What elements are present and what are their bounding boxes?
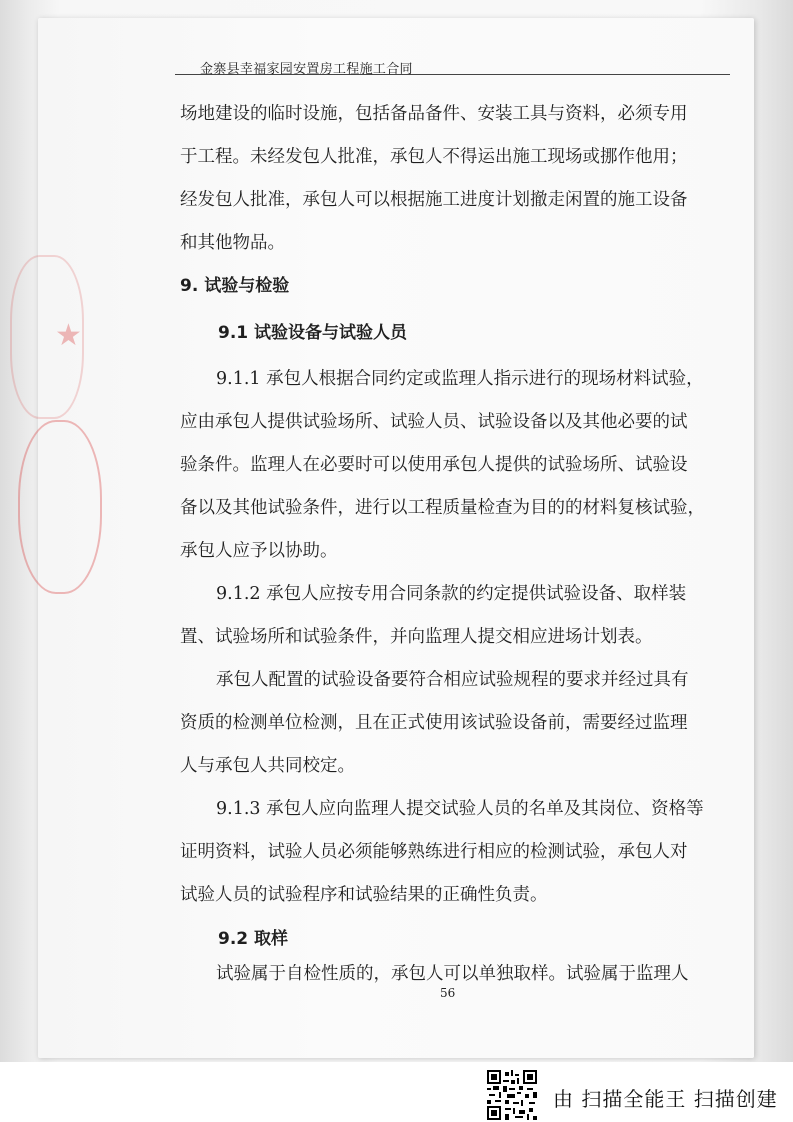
text-line: 应由承包人提供试验场所、试验人员、试验设备以及其他必要的试 (180, 412, 688, 432)
text-line: 于工程。未经发包人批准，承包人不得运出施工现场或挪作他用； (180, 147, 688, 167)
qr-code-icon (487, 1070, 537, 1120)
text-line: 人与承包人共同校定。 (180, 756, 355, 776)
subsection-heading: 9.2 取样 (218, 929, 289, 949)
text-line: 经发包人批准，承包人可以根据施工进度计划撤走闲置的施工设备 (180, 190, 688, 210)
section-heading: 9. 试验与检验 (180, 276, 290, 296)
text-line: 备以及其他试验条件，进行以工程质量检查为目的的材料复核试验， (180, 498, 705, 518)
text-line: 9.1.2 承包人应按专用合同条款的约定提供试验设备、取样装 (216, 584, 687, 604)
page-number: 56 (440, 986, 456, 1000)
header-divider (175, 74, 730, 75)
text-line: 承包人应予以协助。 (180, 541, 338, 561)
text-line: 验条件。监理人在必要时可以使用承包人提供的试验场所、试验设 (180, 455, 688, 475)
subsection-heading: 9.1 试验设备与试验人员 (218, 323, 408, 343)
text-line: 场地建设的临时设施，包括备品备件、安装工具与资料，必须专用 (180, 104, 688, 124)
text-line: 9.1.1 承包人根据合同约定或监理人指示进行的现场材料试验， (216, 369, 704, 389)
text-line: 9.1.3 承包人应向监理人提交试验人员的名单及其岗位、资格等 (216, 799, 704, 819)
document-header-title: 金寨县幸福家园安置房工程施工合同 (200, 62, 413, 77)
text-line: 置、试验场所和试验条件，并向监理人提交相应进场计划表。 (180, 627, 653, 647)
scanner-footer-text: 由 扫描全能王 扫描创建 (553, 1087, 778, 1111)
text-line: 试验属于自检性质的，承包人可以单独取样。试验属于监理人 (216, 964, 689, 984)
text-line: 试验人员的试验程序和试验结果的正确性负责。 (180, 885, 548, 905)
text-line: 资质的检测单位检测，且在正式使用该试验设备前，需要经过监理 (180, 713, 688, 733)
text-line: 证明资料，试验人员必须能够熟练进行相应的检测试验，承包人对 (180, 842, 688, 862)
text-line: 和其他物品。 (180, 233, 285, 253)
text-line: 承包人配置的试验设备要符合相应试验规程的要求并经过具有 (216, 670, 689, 690)
